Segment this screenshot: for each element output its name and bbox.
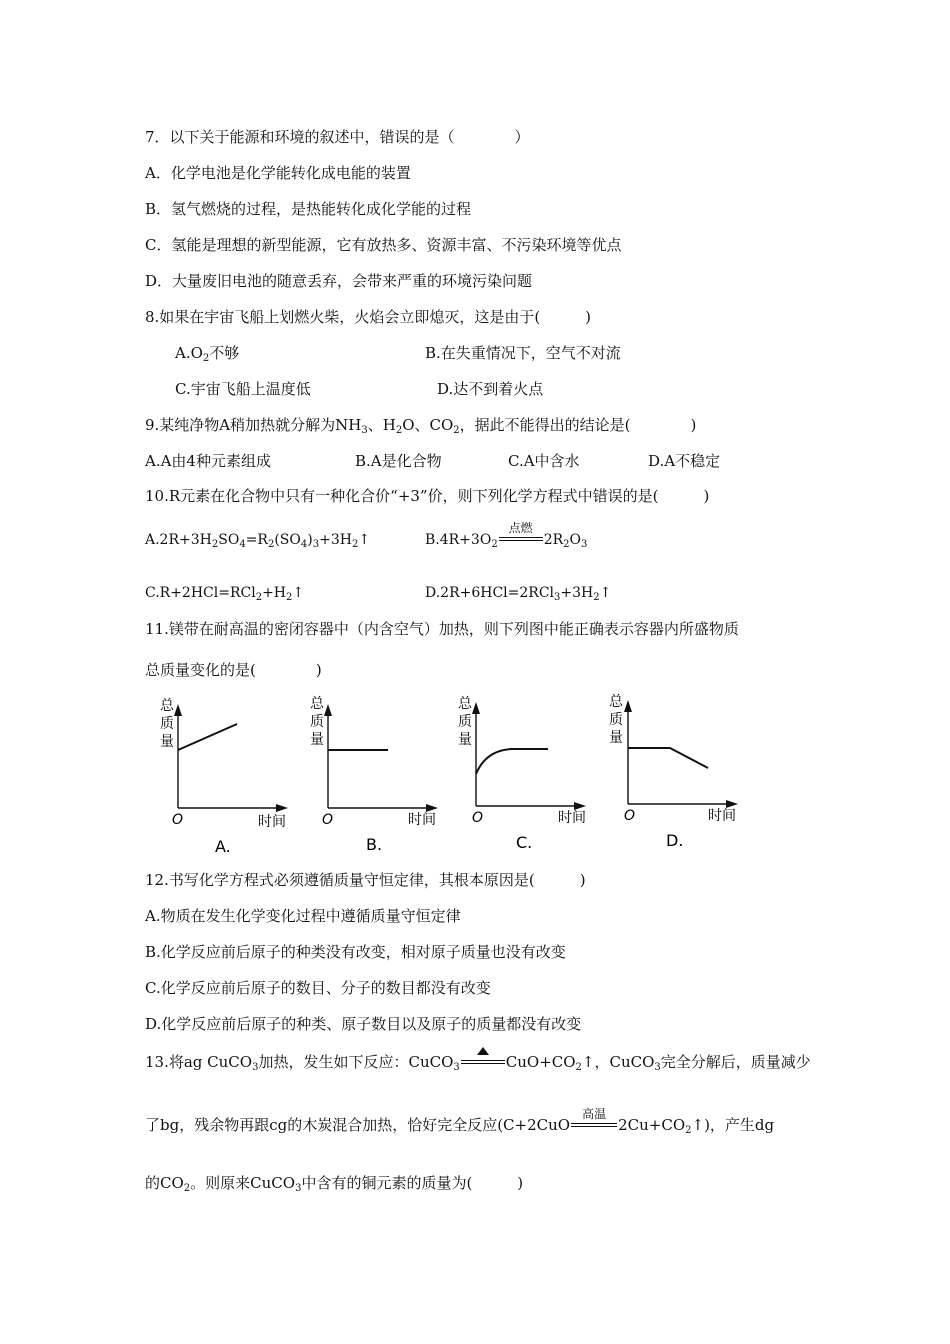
- q7-option-c: C．氢能是理想的新型能源，它有放热多、资源丰富、不污染环境等优点: [145, 236, 622, 254]
- reaction-condition-high-temp: 高温: [571, 1118, 617, 1132]
- graph-d: [609, 694, 738, 850]
- q11-stem-line2: 总质量变化的是( ): [145, 661, 322, 679]
- graph-a-label: A.: [215, 837, 231, 856]
- svg-text:O: O: [472, 810, 484, 826]
- svg-text:O: O: [172, 812, 184, 828]
- reaction-condition-heat: [461, 1055, 505, 1069]
- q7-option-b: B．氢气燃烧的过程，是热能转化成化学能的过程: [145, 200, 472, 218]
- svg-text:O: O: [624, 808, 636, 824]
- svg-text:量: 量: [458, 732, 472, 748]
- svg-text:总: 总: [160, 698, 174, 714]
- mass-line-a: [178, 724, 237, 750]
- mass-curve-c: [476, 749, 548, 774]
- svg-text:量: 量: [160, 734, 174, 750]
- svg-text:总: 总: [609, 694, 623, 710]
- q7-option-a: A．化学电池是化学能转化成电能的装置: [145, 164, 411, 182]
- svg-text:时间: 时间: [258, 814, 286, 830]
- svg-text:时间: 时间: [708, 808, 736, 824]
- graph-b: [310, 696, 438, 854]
- q12-option-d: D.化学反应前后原子的种类、原子数目以及原子的质量都没有改变: [145, 1015, 582, 1033]
- q13-line1: 13.将ag CuCO$_3$加热，发生如下反应：CuCO$_3$ $CuO+CO_2↑$，CuCO$_3$完全分解后，质量减少: [145, 1052, 811, 1078]
- q8-option-b: B.在失重情况下，空气不对流: [425, 344, 621, 362]
- graph-c-label: C.: [516, 833, 533, 852]
- q12-option-a: A.物质在发生化学变化过程中遵循质量守恒定律: [145, 907, 461, 925]
- graph-a: [160, 698, 288, 856]
- q10-stem: 10.R元素在化合物中只有一种化合价“+3”价，则下列化学方程式中错误的是( ): [145, 487, 710, 505]
- q9-option-b: B.A是化合物: [355, 452, 442, 470]
- q12-option-c: C.化学反应前后原子的数目、分子的数目都没有改变: [145, 979, 491, 997]
- q8-stem: 8.如果在宇宙飞船上划燃火柴，火焰会立即熄灭，这是由于( ): [145, 308, 592, 326]
- q8-option-d: D.达不到着火点: [437, 380, 544, 398]
- q12-option-b: B.化学反应前后原子的种类没有改变，相对原子质量也没有改变: [145, 943, 566, 961]
- q13-line2: 了bg，残余物再跟cg的木炭混合加热，恰好完全反应(C+2CuO 高温 $2Cu+CO_2↑$)，产生dg: [145, 1107, 775, 1136]
- q12-stem: 12.书写化学方程式必须遵循质量守恒定律，其根本原因是( ): [145, 871, 586, 889]
- graph-c: [458, 696, 586, 852]
- q10-option-c: $C.R+2HCl=RCl_2+H_2↑$: [145, 585, 305, 603]
- svg-text:质: 质: [310, 714, 324, 730]
- graph-d-label: D.: [666, 831, 684, 850]
- mass-line-d: [628, 748, 708, 768]
- q9-option-a: A.A由4种元素组成: [145, 452, 271, 470]
- svg-text:总: 总: [310, 696, 324, 712]
- svg-text:时间: 时间: [558, 810, 586, 826]
- q11-stem-line1: 11.镁带在耐高温的密闭容器中（内含空气）加热，则下列图中能正确表示容器内所盛物质: [145, 620, 739, 638]
- reaction-condition-ignite: 点燃: [499, 532, 543, 546]
- svg-text:总: 总: [458, 696, 472, 712]
- svg-text:质: 质: [609, 712, 623, 728]
- svg-text:量: 量: [310, 732, 324, 748]
- svg-text:质: 质: [458, 714, 472, 730]
- heat-triangle-icon: [477, 1047, 489, 1055]
- q11-graph-figure: [140, 690, 760, 865]
- svg-text:质: 质: [160, 716, 174, 732]
- q10-option-a: $A.2R+3H_2SO_4=R_2(SO_4)_3+3H_2↑$: [145, 532, 371, 550]
- q7-stem: 7．以下关于能源和环境的叙述中，错误的是（ ）: [145, 128, 530, 146]
- q7-option-d: D．大量废旧电池的随意丢弃，会带来严重的环境污染问题: [145, 272, 533, 290]
- graph-b-label: B.: [366, 835, 383, 854]
- svg-text:O: O: [322, 812, 334, 828]
- q13-line3: 的$CO_2$。则原来CuCO$_3$中含有的铜元素的质量为( ): [145, 1174, 524, 1194]
- svg-text:时间: 时间: [408, 812, 436, 828]
- q9-option-c: C.A中含水: [508, 452, 580, 470]
- q8-option-a: $A.O_2$不够: [175, 344, 240, 364]
- q10-option-d: $D.2R+6HCl=2RCl_3+3H_2↑$: [425, 585, 612, 603]
- q9-stem: 9.某纯净物A稍加热就分解为$NH_3$、$H_2O$、$CO_2$，据此不能得出的结论是( ): [145, 416, 697, 436]
- q9-option-d: D.A不稳定: [648, 452, 721, 470]
- q8-option-c: C.宇宙飞船上温度低: [175, 380, 311, 398]
- svg-text:量: 量: [609, 730, 623, 746]
- q10-option-b: $B.4R+3O_2$ 点燃 $2R_2O_3$: [425, 521, 588, 550]
